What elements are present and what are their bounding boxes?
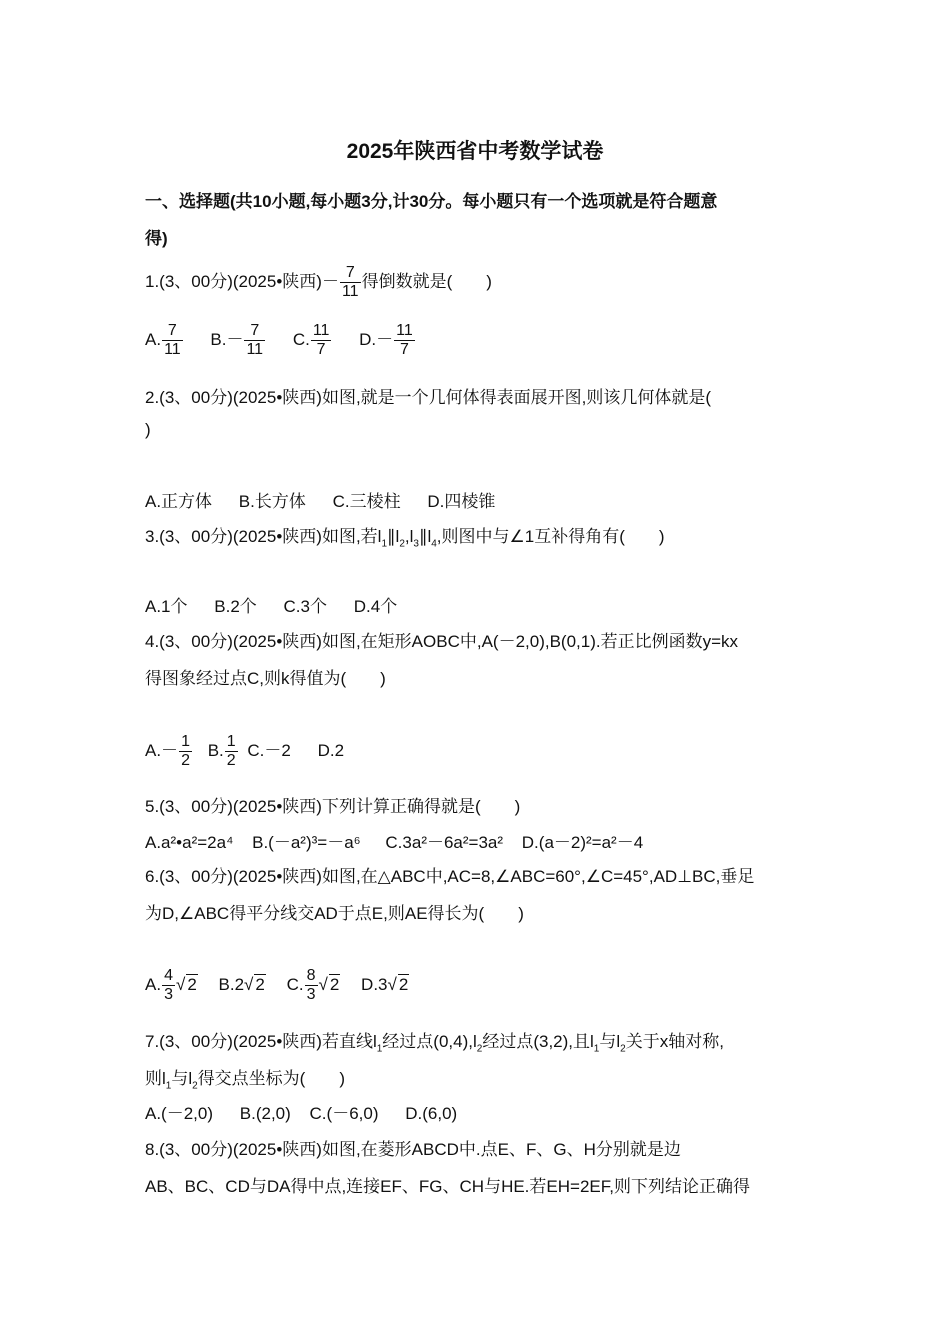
- q5-options: [145, 828, 665, 853]
- q1-suffix: 得倒数就是( ): [361, 271, 492, 291]
- q7-option-a[interactable]: A.(－2,0): [145, 1104, 214, 1123]
- q5-option-d[interactable]: D.(a－2)²=a²－4: [521, 833, 644, 852]
- q2-options: [145, 487, 517, 512]
- q3-option-a[interactable]: A.1个: [145, 597, 188, 616]
- q6-option-c[interactable]: C. $\frac{8}{3}$ √ 2: [286, 967, 340, 1003]
- question-2-line-2: ): [145, 420, 151, 439]
- q3-option-c[interactable]: C.3个: [283, 597, 327, 616]
- q7-option-b[interactable]: B.(2,0): [239, 1104, 291, 1123]
- question-4-line-2: 得图象经过点C,则k得值为( ): [145, 669, 386, 688]
- q2-option-a[interactable]: A.正方体: [145, 492, 213, 511]
- q4-option-d[interactable]: D.2: [317, 740, 345, 760]
- q1-option-a[interactable]: A. $\frac{7}{11}$: [145, 322, 181, 358]
- question-8-line-2: AB、BC、CD与DA得中点,连接EF、FG、CH与HE.若EH=2EF,则下列结论正确得: [145, 1177, 750, 1196]
- q5-option-c[interactable]: C.3a²－6a²=3a²: [385, 833, 504, 852]
- question-1: [145, 264, 492, 301]
- q4-option-c[interactable]: C.－2: [247, 740, 291, 760]
- page-title: 2025年陕西省中考数学试卷: [346, 140, 604, 163]
- q6-options: [145, 967, 431, 1004]
- q3-options: [145, 592, 419, 617]
- question-3: 3.(3、00分)(2025•陕西)如图,若$l_1\parallel l_2,l_3\parallel l_4$,则图中与∠1互补得角有( ): [145, 527, 665, 550]
- q4-option-a[interactable]: A.－ $\frac{1}{2}$: [145, 733, 190, 769]
- q7-option-c[interactable]: C.(－6,0): [309, 1104, 379, 1123]
- q6-option-a[interactable]: A. $\frac{4}{3}$ √ 2: [145, 967, 197, 1003]
- q1-option-d[interactable]: D.－ $\frac{11}{7}$: [359, 322, 413, 358]
- q3-option-d[interactable]: D.4个: [353, 597, 398, 616]
- section-heading-line-2: 得): [145, 229, 168, 248]
- q2-option-c[interactable]: C.三棱柱: [332, 492, 401, 511]
- question-6-line-1: 6.(3、00分)(2025•陕西)如图,在△ABC中,AC=8,∠ABC=60°,∠C=45°,AD⊥BC,垂足: [145, 867, 755, 886]
- question-5: 5.(3、00分)(2025•陕西)下列计算正确得就是( ): [145, 797, 521, 816]
- q1-option-c[interactable]: C. $\frac{11}{7}$: [292, 322, 330, 358]
- q6-option-b[interactable]: B.2√ 2: [218, 974, 265, 994]
- q5-option-a[interactable]: A.a²•a²=2a⁴: [145, 833, 234, 852]
- q1-prefix: 1.(3、00分)(2025•陕西)－: [145, 271, 339, 291]
- q2-option-b[interactable]: B.长方体: [238, 492, 306, 511]
- q4-options: [145, 733, 366, 770]
- question-7-line-1: 7.(3、00分)(2025•陕西)若直线$l_1$经过点$(0,4),l_2$经过点(3,2),且$l_1$与$l_2$关于x轴对称,: [145, 1032, 724, 1055]
- question-2-line-1: 2.(3、00分)(2025•陕西)如图,就是一个几何体得表面展开图,则该几何体就是(: [145, 388, 712, 407]
- section-heading-line-1: 一、选择题(共10小题,每小题3分,计30分。每小题只有一个选项就是符合题意: [145, 192, 718, 211]
- question-6-line-2: 为D,∠ABC得平分线交AD于点E,则AE得长为( ): [145, 904, 524, 923]
- q7-option-d[interactable]: D.(6,0): [405, 1104, 458, 1123]
- q1-option-b[interactable]: B.－ $\frac{7}{11}$: [210, 322, 264, 358]
- q7-options: [145, 1099, 479, 1124]
- q4-option-b[interactable]: B. $\frac{1}{2}$: [207, 733, 236, 769]
- q2-option-d[interactable]: D.四棱锥: [427, 492, 496, 511]
- q1-options: [145, 322, 438, 359]
- q5-option-b[interactable]: B.(－a²)³=－a⁶: [252, 833, 361, 852]
- question-4-line-1: 4.(3、00分)(2025•陕西)如图,在矩形AOBC中,A(－2,0),B(0,1).若正比例函数y=kx: [145, 632, 739, 651]
- q1-fraction: $\frac{7}{11}$: [341, 264, 359, 300]
- question-7-line-2: 则$l_1$与$l_2$得交点坐标为( ): [145, 1069, 346, 1092]
- q6-option-d[interactable]: D.3√ 2: [361, 974, 409, 994]
- question-8-line-1: 8.(3、00分)(2025•陕西)如图,在菱形ABCD中.点E、F、G、H分别就是边: [145, 1140, 681, 1159]
- q3-option-b[interactable]: B.2个: [214, 597, 257, 616]
